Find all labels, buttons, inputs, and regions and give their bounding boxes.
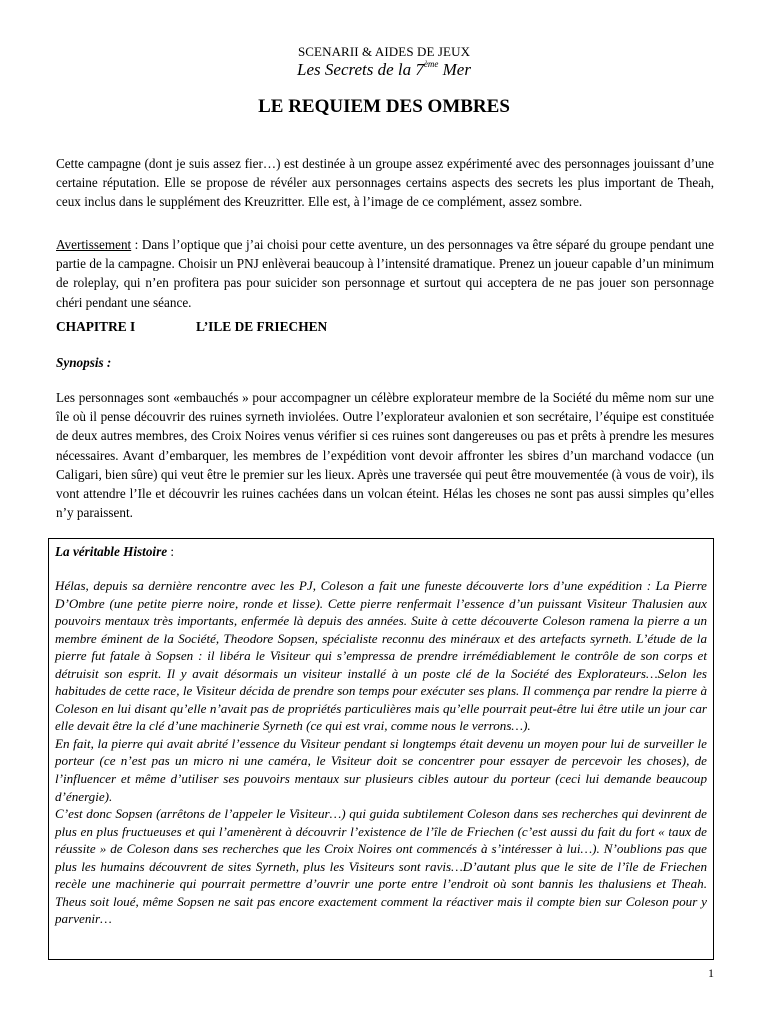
synopsis-paragraph: Les personnages sont «embauchés » pour accompagner un célèbre explorateur membre de la Société du même nom sur une île où il pense découvrir des ruines syrneth inviolées. Outre l’explorateur avalonien et son secrétaire, l’équipe est constituée de deux autres membres, des Croix Noires venus vérifier si ces ruines sont dangereuses ou pas et prêts à prendre les mesures nécessaires. Avant d’embarquer, les membres de l’expédition vont devoir affronter les sbires d’un marchand vodacce (un Caligari, bien sûre) qui veut être le premier sur les lieux. Après une traversée qui peut être mouvementée (à vous de voir), ils vont attendre l’Ile et découvrir les ruines cachées dans un volcan éteint. Hélas les choses ne sont pas aussi simples qu’elles n’y paraissent. [56, 390, 714, 521]
box-paragraph: C’est donc Sopsen (arrêtons de l’appeler le Visiteur…) qui guida subtilement Coleson dans ses recherches qui devinrent de plus en plus fructueuses et qui l’amenèrent à découvrir l’existence de l’île de Friechen (c’est aussi du fait du fort « taux de réussite » de Coleson dans ses recherches que les Croix Noires ont commencés à s’intéresser à lui…). N’oublions pas que plus les humains découvrent de sites Syrneth, plus les Visiteurs sont ravis…D’autant plus que le site de l’île de Friechen recèle une machinerie qui pourrait permettre d’ouvrir une porte entre l’endroit où sont bannis les thalusiens et Theah. Theus soit loué, même Sopsen ne sait pas encore exactement comment la réactiver mais il compte bien sur Coleson pour y parvenir… [55, 806, 707, 927]
chapter-heading [56, 319, 714, 335]
chapter-title: L’ILE DE FRIECHEN [196, 319, 328, 334]
subtitle-prefix: Les Secrets de la 7 [297, 60, 424, 79]
box-title-suffix: : [167, 544, 175, 559]
box-heading [55, 542, 707, 561]
intro-paragraph: Cette campagne (dont je suis assez fier…) est destinée à un groupe assez expérimenté avec des personnages jouissant d’une certaine réputation. Elle se propose de révéler aux personnages certains aspects des secrets les plus important de Theah, ceux inclus dans le supplément des Kreuzritter. Elle est, à l’image de ce complément, assez sombre. [56, 156, 714, 210]
synopsis-heading: Synopsis : [56, 355, 112, 370]
game-subtitle [0, 60, 768, 80]
chapter-number: CHAPITRE I [56, 319, 136, 334]
box-paragraph: Hélas, depuis sa dernière rencontre avec les PJ, Coleson a fait une funeste découverte lors d’une expédition : La Pierre D’Ombre (une petite pierre noire, ronde et lisse). Cette pierre renfermait l’essence d’un puissant Visiteur Thalusien aux pouvoirs mentaux très importants, enfermée là depuis des années. Suite à cette découverte Coleson ramena la pierre a un membre éminent de la Société, Theodore Sopsen, spécialiste reconnu des minéraux et des artefacts syrneth. L’étude de la pierre fut fatale à Sopsen : il libéra le Visiteur qui s’empressa de prendre irrémédiablement le contrôle de son corps et détruisit son esprit. Il y avait désormais un visiteur installé à un poste clé de la Société des Explorateurs…Selon les habitudes de cette race, le Visiteur décida de prendre son temps pour exécuter ses plans. Il commença par rendre la pierre à Coleson en lui disant qu’elle n’avait pas de propriétés particulières mais qu’elle pourrait peut-être lui être utile un jour car elle devait être la clé d’une machinerie Syrneth (ce qui est vrai, comme nous le verrons…). [55, 578, 707, 734]
true-story-box [48, 538, 714, 960]
page-number: 1 [708, 966, 714, 980]
box-title: La véritable Histoire [55, 544, 168, 559]
subtitle-superscript: ème [423, 59, 439, 70]
subtitle-suffix: Mer [438, 60, 471, 79]
warning-label: Avertissement [56, 237, 132, 252]
warning-paragraph [56, 235, 714, 312]
page-title: LE REQUIEM DES OMBRES [258, 96, 510, 117]
series-header: SCENARII & AIDES DE JEUX [297, 44, 471, 59]
warning-text: : Dans l’optique que j’ai choisi pour cette aventure, un des personnages va être séparé du groupe pendant une partie de la campagne. Choisir un PNJ enlèverai beaucoup à l’intensité dramatique. Prenez un joueur capable d’un minimum de roleplay, qui n’en profitera pas pour suicider son personnage et surtout qui acceptera de ne pas jouer son personnage chéri pendant une séance. [56, 237, 714, 310]
box-paragraph: En fait, la pierre qui avait abrité l’essence du Visiteur pendant si longtemps était devenu un moyen pour lui de surveiller le porteur (ce n’est pas un micro ni une caméra, le Visiteur doit se concentrer pour essayer de percevoir les choses), de l’influencer et même d’utiliser ses pouvoirs mentaux sur plusieurs cibles autour du porteur (ceci lui demande beaucoup d’énergie). [55, 735, 707, 804]
